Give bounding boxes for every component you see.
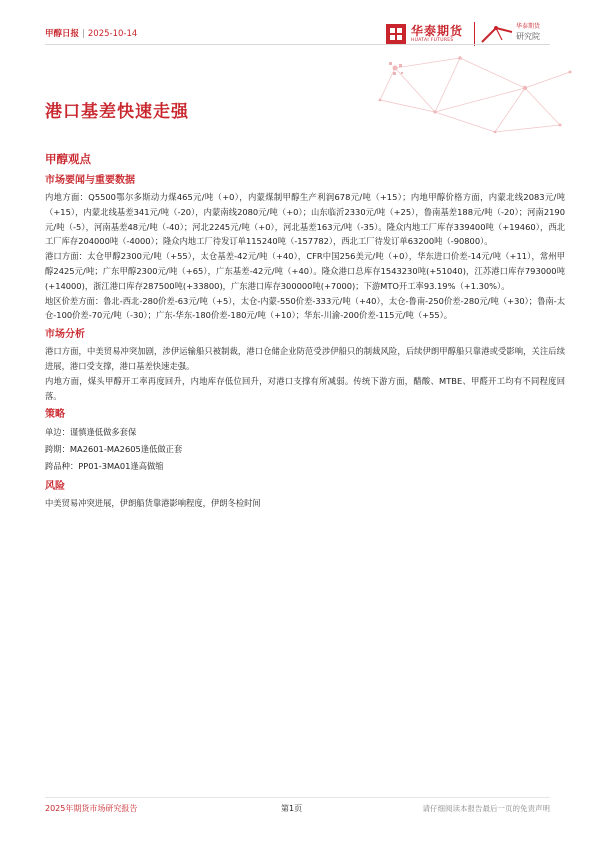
- footer-disclaimer: 请仔细阅读本报告最后一页的免责声明: [422, 804, 550, 813]
- strategy-item-cross: 跨品种：PP01-3MA01逢高做缩: [45, 461, 164, 472]
- analysis-paragraph-inland: 内地方面，煤头甲醇开工率再度回升，内地库存低位回升，对港口支撑有所减弱。传统下游方面，醋酸、MTBE、甲醛开工均有不同程度回落。: [45, 375, 565, 401]
- strategy-heading: 策略: [45, 409, 65, 421]
- footer-rule: [45, 797, 550, 798]
- viewpoint-heading: 甲醇观点: [45, 152, 91, 166]
- page-number: 第1页: [281, 804, 303, 813]
- report-name: 甲醇日报: [45, 29, 80, 39]
- risk-text: 中美贸易冲突进展，伊朗船货靠港影响程度，伊朗冬检时间: [45, 498, 261, 509]
- risk-heading: 风险: [45, 481, 65, 493]
- huatai-futures-logo: [386, 22, 463, 46]
- network-decoration-icon: [375, 50, 575, 135]
- institute-line2: 研究院: [516, 32, 540, 41]
- institute-swoosh-icon: [480, 22, 514, 46]
- header-rule: [45, 44, 550, 45]
- report-date: 2025-10-14: [87, 29, 138, 39]
- news-paragraph-spread: 地区价差方面：鲁北-西北-280价差-63元/吨（+5），太仓-内蒙-550价差-333元/吨（+40），太仓-鲁南-250价差-280元/吨（+30）；鲁南-太仓-100价差-70元/吨（-30）；广东-华东-180价差-180元/吨（+10）；华东-川渝-200价差-115元/吨（+55）。: [45, 295, 565, 321]
- news-paragraph-port: 港口方面：太仓甲醇2300元/吨（+55），太仓基差-42元/吨（+40），CFR中国256美元/吨（+0），华东进口价差-14元/吨（+11），常州甲醇2425元/吨；广东甲醇2300元/吨（+65），广东基差-42元/吨（+40）。隆众港口总库存1543230吨(+51040)，江苏港口库存793000吨(+14000)，浙江港口库存287500吨(+33800)，广东港口库存300000吨(+7000)；下游MTO开工率93.19%（+1.30%）。: [45, 251, 565, 291]
- page-title: 港口基差快速走强: [45, 102, 189, 122]
- logo-en-text: HUATAI FUTURES: [411, 37, 454, 43]
- news-heading: 市场要闻与重要数据: [45, 175, 135, 186]
- institute-line1: 华泰期货: [516, 23, 541, 30]
- logo-divider: [474, 22, 475, 46]
- analysis-paragraph-port: 港口方面，中美贸易冲突加剧，涉伊运输船只被制裁，港口仓储企业防范受涉伊船只的制裁风险，后续伊朗甲醇船只靠港或受影响，关注后续进展，港口受支撑，港口基差快速走强。: [45, 346, 565, 371]
- strategy-item-single: 单边：谨慎逢低做多套保: [45, 427, 137, 438]
- logo-cn-text: 华泰期货: [411, 23, 464, 38]
- page-header: [0, 0, 595, 140]
- footer-report-series: 2025年期货市场研究报告: [45, 804, 138, 813]
- analysis-heading: 市场分析: [45, 329, 85, 341]
- strategy-item-calendar: 跨期：MA2601-MA2605逢低做正套: [45, 444, 183, 455]
- huatai-logo-icon: [386, 24, 406, 44]
- news-paragraph-inland: 内地方面：Q5500鄂尔多斯动力煤465元/吨（+0），内蒙煤制甲醇生产利润678元/吨（+15）；内地甲醇价格方面，内蒙北线2083元/吨（+15），内蒙北线基差341元/吨（-20），内蒙南线2080元/吨（+0）；山东临沂2330元/吨（+25），鲁南基差188元/吨（-20）；河南2190元/吨（-5），河南基差48元/吨（-40）；河北2245元/吨（+0），河北基差163元/吨（-35）。隆众内地工厂库存339400吨（+19460），西北工厂库存204000吨（-4000）；隆众内地工厂待发订单115240吨（-157782），西北工厂待发订单63200吨（-90800）。: [45, 192, 565, 247]
- report-label: 甲醇日报 | 2025-10-14: [45, 29, 138, 39]
- report-body: [45, 152, 565, 511]
